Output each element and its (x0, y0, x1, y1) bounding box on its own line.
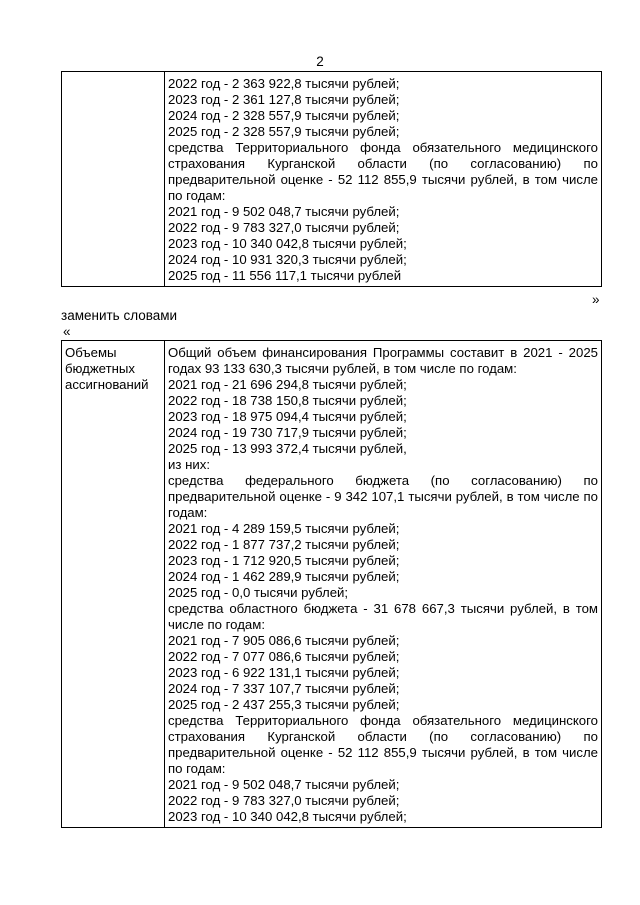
closing-quote: » (592, 292, 600, 307)
year-line: 2023 год - 2 361 127,8 тысячи рублей; (168, 92, 400, 107)
tfoms-paragraph: средства Территориального фонда обязательного медицинского страхования Курганской области (по согласованию) по предварительной оценке - 52 112 855,9 тысячи рублей, в том числе по годам: (168, 140, 598, 203)
table-right-cell (165, 72, 602, 287)
tfoms-year-line: 2022 год - 9 783 327,0 тысячи рублей; (168, 793, 400, 808)
year-line: 2025 год - 11 556 117,1 тысячи рублей (168, 268, 402, 283)
regional-year-line: 2022 год - 7 077 086,6 тысячи рублей; (168, 649, 400, 664)
new-funding-table (61, 340, 602, 828)
year-line: 2022 год - 2 363 922,8 тысячи рублей; (168, 76, 400, 91)
year-line: 2024 год - 10 931 320,3 тысячи рублей; (168, 252, 407, 267)
federal-year-line: 2022 год - 1 877 737,2 тысячи рублей; (168, 537, 400, 552)
federal-year-line: 2024 год - 1 462 289,9 тысячи рублей; (168, 569, 400, 584)
tfoms-year-line: 2021 год - 9 502 048,7 тысячи рублей; (168, 777, 400, 792)
total-year-line: 2021 год - 21 696 294,8 тысячи рублей; (168, 377, 407, 392)
total-year-line: 2022 год - 18 738 150,8 тысячи рублей; (168, 393, 407, 408)
total-year-line: 2024 год - 19 730 717,9 тысячи рублей; (168, 425, 407, 440)
tfoms-year-line: 2023 год - 10 340 042,8 тысячи рублей; (168, 809, 407, 824)
year-line: 2025 год - 2 328 557,9 тысячи рублей; (168, 124, 400, 139)
table-left-cell (62, 72, 165, 287)
left-cell-label: ассигнований (65, 377, 149, 392)
intro-paragraph: Общий объем финансирования Программы составит в 2021 - 2025 годах 93 133 630,3 тысячи рублей, в том числе по годам: (168, 345, 598, 376)
regional-paragraph: средства областного бюджета - 31 678 667,3 тысячи рублей, в том числе по годам: (168, 601, 598, 632)
federal-paragraph: средства федерального бюджета (по согласованию) по предварительной оценке - 9 342 107,1 тысячи рублей, в том числе по годам: (168, 473, 598, 520)
table-left-cell (62, 341, 165, 828)
left-cell-label: бюджетных (65, 361, 135, 376)
total-year-line: 2025 год - 13 993 372,4 тысячи рублей, (168, 441, 407, 456)
year-line: 2021 год - 9 502 048,7 тысячи рублей; (168, 204, 400, 219)
table-right-cell (165, 341, 602, 828)
federal-year-line: 2025 год - 0,0 тысячи рублей; (168, 585, 349, 600)
year-line: 2023 год - 10 340 042,8 тысячи рублей; (168, 236, 407, 251)
of-them-line: из них: (168, 457, 210, 472)
regional-year-line: 2024 год - 7 337 107,7 тысячи рублей; (168, 681, 400, 696)
left-cell-label: Объемы (65, 345, 117, 360)
old-funding-table (61, 71, 602, 287)
regional-year-line: 2021 год - 7 905 086,6 тысячи рублей; (168, 633, 400, 648)
total-year-line: 2023 год - 18 975 094,4 тысячи рублей; (168, 409, 407, 424)
year-line: 2022 год - 9 783 327,0 тысячи рублей; (168, 220, 400, 235)
opening-quote: « (63, 324, 71, 339)
federal-year-line: 2023 год - 1 712 920,5 тысячи рублей; (168, 553, 400, 568)
tfoms-paragraph: средства Территориального фонда обязательного медицинского страхования Курганской области (по согласованию) по предварительной оценке - 52 112 855,9 тысячи рублей, в том числе по годам: (168, 713, 598, 776)
regional-year-line: 2025 год - 2 437 255,3 тысячи рублей; (168, 697, 400, 712)
replace-instruction: заменить словами (61, 308, 178, 323)
year-line: 2024 год - 2 328 557,9 тысячи рублей; (168, 108, 400, 123)
table-row (62, 72, 602, 287)
regional-year-line: 2023 год - 6 922 131,1 тысячи рублей; (168, 665, 400, 680)
page-number: 2 (316, 54, 324, 69)
table-row (62, 341, 602, 828)
federal-year-line: 2021 год - 4 289 159,5 тысячи рублей; (168, 521, 400, 536)
